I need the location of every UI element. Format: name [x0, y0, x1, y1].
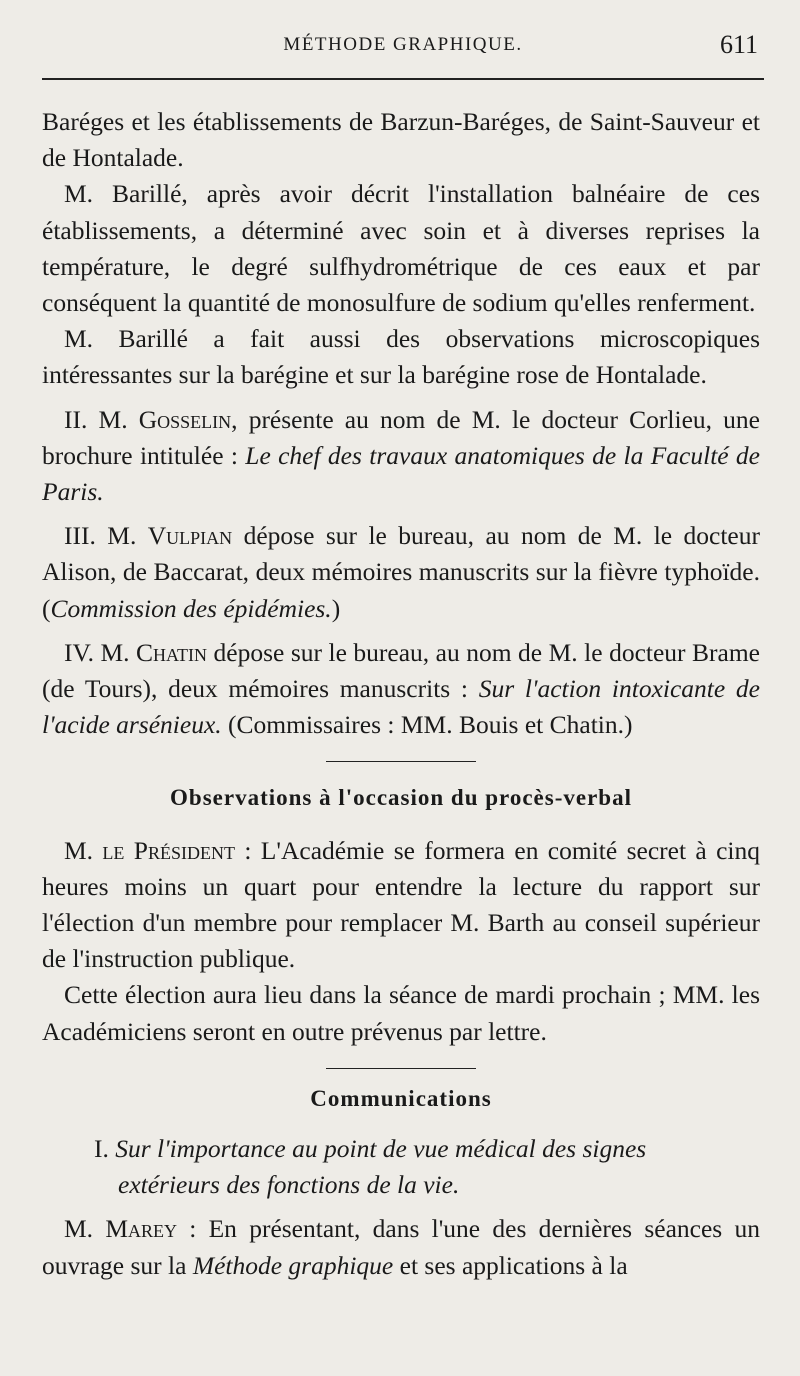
text-run: dépose sur le bureau, au nom de M. le docteur Brame (de Tours), deux mémoires manuscrits : — [42, 637, 760, 704]
item-number: II. M. — [64, 404, 139, 434]
text-run: : En présentant, dans l'une des dernières séances un ouvrage sur la — [42, 1214, 760, 1280]
paragraph — [42, 635, 760, 744]
item-number: IV. M. — [64, 637, 137, 667]
text-run: : L'Académie se formera en comité secret à cinq heures moins un quart pour entendre la lecture du rapport sur l'élection d'un membre pour remplacer M. Barth au conseil supérieur de l'instruction publique. — [42, 835, 760, 974]
section-divider — [326, 1068, 476, 1069]
paragraph: Baréges et les établissements de Barzun-Baréges, de Saint-Sauveur et de Hontalade. — [42, 107, 760, 173]
text-run: M. — [64, 1214, 106, 1244]
person-name: le Président — [102, 835, 235, 865]
paragraph — [42, 833, 760, 978]
commission-name: Commission des épidémies. — [50, 593, 332, 623]
person-name: Vulpian — [147, 521, 233, 551]
section-heading: Communications — [310, 1085, 492, 1111]
text-run: (Commissaires : MM. Bouis et Chatin.) — [221, 710, 633, 740]
paragraph: M. Barillé a fait aussi des observations microscopiques intéressantes sur la barégine et sur la barégine rose de Hontalade. — [42, 324, 760, 390]
paragraph — [42, 518, 760, 627]
running-title: MÉTHODE GRAPHIQUE. — [283, 34, 523, 55]
page-body — [42, 104, 760, 1284]
page-header — [40, 30, 766, 66]
text-run: dépose sur le bureau, au nom de M. le docteur Alison, de Baccarat, deux mémoires manuscrits sur la fièvre typhoïde. ( — [42, 521, 760, 623]
text-run: , présente au nom de M. le docteur Corlieu, une brochure intitulée : — [42, 404, 760, 470]
communication-title — [42, 1131, 760, 1203]
page-number: 611 — [719, 30, 758, 59]
item-number: I. — [94, 1134, 109, 1164]
work-title: Le chef des travaux anatomiques de la Faculté de Paris. — [42, 440, 760, 507]
person-name: Gosselin — [138, 404, 232, 434]
work-title: Méthode graphique — [192, 1250, 394, 1280]
title-line: Sur l'importance au point de vue médical des signes — [115, 1134, 647, 1164]
title-line: extérieurs des fonctions de la vie. — [118, 1170, 460, 1200]
paragraph: M. Barillé, après avoir décrit l'installation balnéaire de ces établissements, a déterminé avec soin et à diverses reprises la température, le degré sulfhydrométrique de ces eaux et par conséquent la quantité de monosulfure de sodium qu'elles renferment. — [42, 179, 760, 318]
header-rule — [42, 78, 764, 80]
person-name: Chatin — [136, 637, 208, 667]
section-heading: Observations à l'occasion du procès-verbal — [170, 785, 632, 811]
text-run: et ses applications à la — [393, 1250, 628, 1280]
work-title: Sur l'action intoxicante de l'acide arsénieux. — [42, 674, 760, 740]
paragraph — [42, 1211, 760, 1283]
text-run: ) — [331, 593, 341, 623]
person-name: Marey — [105, 1214, 177, 1244]
item-number: III. M. — [64, 521, 148, 551]
paragraph: Cette élection aura lieu dans la séance de mardi prochain ; MM. les Académiciens seront en outre prévenus par lettre. — [42, 980, 760, 1046]
paragraph — [42, 402, 760, 511]
section-divider — [326, 761, 476, 762]
text-run: M. — [64, 835, 103, 865]
